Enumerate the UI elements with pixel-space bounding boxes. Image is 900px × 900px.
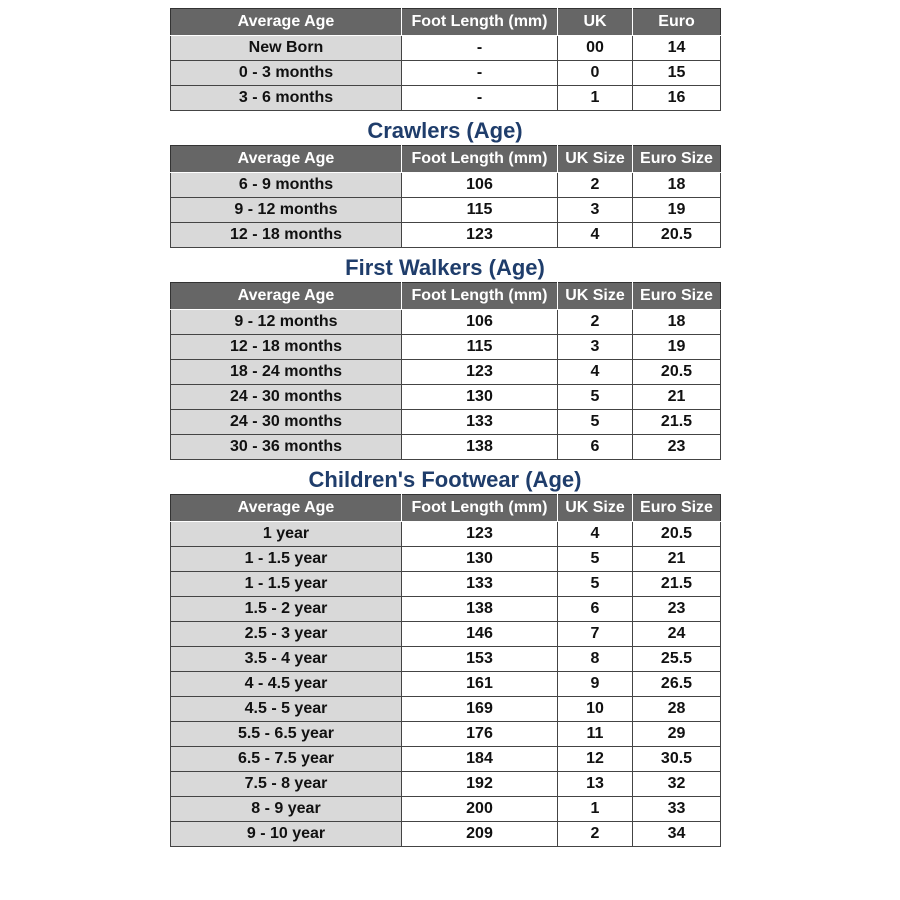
uk-size-cell: 4 <box>558 223 633 248</box>
size-table <box>170 282 721 460</box>
euro-size-cell: 21.5 <box>633 410 721 435</box>
age-cell: 1 - 1.5 year <box>171 547 402 572</box>
uk-size-cell: 6 <box>558 597 633 622</box>
section-title: First Walkers (Age) <box>345 255 545 280</box>
column-header: Euro Size <box>633 146 721 173</box>
table-row <box>171 86 721 111</box>
age-cell: 2.5 - 3 year <box>171 622 402 647</box>
foot-length-cell: 209 <box>402 822 558 847</box>
foot-length-cell: 106 <box>402 310 558 335</box>
table-row <box>171 198 721 223</box>
age-cell: 7.5 - 8 year <box>171 772 402 797</box>
size-table <box>170 494 721 847</box>
age-cell: 30 - 36 months <box>171 435 402 460</box>
foot-length-cell: 130 <box>402 547 558 572</box>
uk-size-cell: 5 <box>558 410 633 435</box>
foot-length-cell: 133 <box>402 572 558 597</box>
column-header: UK Size <box>558 283 633 310</box>
euro-size-cell: 18 <box>633 310 721 335</box>
uk-size-cell: 5 <box>558 547 633 572</box>
column-header: Foot Length (mm) <box>402 146 558 173</box>
age-cell: 4.5 - 5 year <box>171 697 402 722</box>
euro-size-cell: 21 <box>633 547 721 572</box>
table-row <box>171 310 721 335</box>
table-row <box>171 572 721 597</box>
foot-length-cell: 176 <box>402 722 558 747</box>
euro-size-cell: 19 <box>633 335 721 360</box>
header-row <box>171 9 721 36</box>
foot-length-cell: - <box>402 61 558 86</box>
age-cell: 1 year <box>171 522 402 547</box>
age-cell: 12 - 18 months <box>171 223 402 248</box>
foot-length-cell: - <box>402 86 558 111</box>
age-cell: 24 - 30 months <box>171 410 402 435</box>
foot-length-cell: 123 <box>402 522 558 547</box>
uk-size-cell: 1 <box>558 797 633 822</box>
euro-size-cell: 20.5 <box>633 223 721 248</box>
uk-size-cell: 2 <box>558 822 633 847</box>
column-header: Average Age <box>171 495 402 522</box>
table-row <box>171 597 721 622</box>
uk-size-cell: 3 <box>558 198 633 223</box>
table-row <box>171 822 721 847</box>
foot-length-cell: 130 <box>402 385 558 410</box>
euro-size-cell: 34 <box>633 822 721 847</box>
column-header: Foot Length (mm) <box>402 283 558 310</box>
euro-size-cell: 18 <box>633 173 721 198</box>
age-cell: 24 - 30 months <box>171 385 402 410</box>
uk-size-cell: 5 <box>558 385 633 410</box>
uk-size-cell: 11 <box>558 722 633 747</box>
uk-size-cell: 5 <box>558 572 633 597</box>
foot-length-cell: 138 <box>402 597 558 622</box>
foot-length-cell: 192 <box>402 772 558 797</box>
age-cell: 3 - 6 months <box>171 86 402 111</box>
column-header: Foot Length (mm) <box>402 495 558 522</box>
age-cell: New Born <box>171 36 402 61</box>
header-row <box>171 146 721 173</box>
column-header: Euro Size <box>633 495 721 522</box>
column-header: UK Size <box>558 495 633 522</box>
foot-length-cell: 123 <box>402 360 558 385</box>
euro-size-cell: 28 <box>633 697 721 722</box>
age-cell: 0 - 3 months <box>171 61 402 86</box>
column-header: Average Age <box>171 146 402 173</box>
table-row <box>171 410 721 435</box>
table-row <box>171 622 721 647</box>
foot-length-cell: 161 <box>402 672 558 697</box>
table-row <box>171 647 721 672</box>
foot-length-cell: 138 <box>402 435 558 460</box>
age-cell: 9 - 10 year <box>171 822 402 847</box>
uk-size-cell: 13 <box>558 772 633 797</box>
euro-size-cell: 32 <box>633 772 721 797</box>
uk-size-cell: 4 <box>558 360 633 385</box>
column-header: Average Age <box>171 283 402 310</box>
age-cell: 8 - 9 year <box>171 797 402 822</box>
euro-size-cell: 23 <box>633 597 721 622</box>
euro-size-cell: 19 <box>633 198 721 223</box>
table-row <box>171 522 721 547</box>
uk-size-cell: 2 <box>558 173 633 198</box>
uk-size-cell: 7 <box>558 622 633 647</box>
uk-size-cell: 9 <box>558 672 633 697</box>
table-row <box>171 385 721 410</box>
uk-size-cell: 0 <box>558 61 633 86</box>
table-row <box>171 747 721 772</box>
size-table <box>170 8 721 111</box>
euro-size-cell: 14 <box>633 36 721 61</box>
table-row <box>171 173 721 198</box>
euro-size-cell: 33 <box>633 797 721 822</box>
euro-size-cell: 30.5 <box>633 747 721 772</box>
age-cell: 12 - 18 months <box>171 335 402 360</box>
foot-length-cell: 169 <box>402 697 558 722</box>
age-cell: 3.5 - 4 year <box>171 647 402 672</box>
age-cell: 1.5 - 2 year <box>171 597 402 622</box>
foot-length-cell: 123 <box>402 223 558 248</box>
age-cell: 9 - 12 months <box>171 310 402 335</box>
euro-size-cell: 23 <box>633 435 721 460</box>
section-title: Children's Footwear (Age) <box>308 467 582 492</box>
column-header: Average Age <box>171 9 402 36</box>
table-row <box>171 360 721 385</box>
table-row <box>171 797 721 822</box>
euro-size-cell: 21 <box>633 385 721 410</box>
header-row <box>171 495 721 522</box>
table-row <box>171 223 721 248</box>
foot-length-cell: 115 <box>402 198 558 223</box>
euro-size-cell: 21.5 <box>633 572 721 597</box>
table-row <box>171 547 721 572</box>
uk-size-cell: 2 <box>558 310 633 335</box>
size-table <box>170 145 721 248</box>
table-row <box>171 672 721 697</box>
table-row <box>171 61 721 86</box>
size-chart <box>170 8 720 847</box>
table-row <box>171 772 721 797</box>
header-row <box>171 283 721 310</box>
foot-length-cell: 146 <box>402 622 558 647</box>
table-row <box>171 36 721 61</box>
foot-length-cell: - <box>402 36 558 61</box>
column-header: Euro Size <box>633 283 721 310</box>
euro-size-cell: 25.5 <box>633 647 721 672</box>
euro-size-cell: 16 <box>633 86 721 111</box>
age-cell: 6.5 - 7.5 year <box>171 747 402 772</box>
euro-size-cell: 29 <box>633 722 721 747</box>
euro-size-cell: 20.5 <box>633 360 721 385</box>
uk-size-cell: 00 <box>558 36 633 61</box>
uk-size-cell: 8 <box>558 647 633 672</box>
uk-size-cell: 1 <box>558 86 633 111</box>
foot-length-cell: 115 <box>402 335 558 360</box>
age-cell: 6 - 9 months <box>171 173 402 198</box>
foot-length-cell: 106 <box>402 173 558 198</box>
foot-length-cell: 184 <box>402 747 558 772</box>
euro-size-cell: 15 <box>633 61 721 86</box>
age-cell: 1 - 1.5 year <box>171 572 402 597</box>
table-row <box>171 697 721 722</box>
foot-length-cell: 133 <box>402 410 558 435</box>
column-header: UK Size <box>558 146 633 173</box>
age-cell: 18 - 24 months <box>171 360 402 385</box>
age-cell: 5.5 - 6.5 year <box>171 722 402 747</box>
uk-size-cell: 10 <box>558 697 633 722</box>
euro-size-cell: 20.5 <box>633 522 721 547</box>
table-row <box>171 335 721 360</box>
column-header: Euro <box>633 9 721 36</box>
section-title: Crawlers (Age) <box>367 118 523 143</box>
table-row <box>171 722 721 747</box>
euro-size-cell: 24 <box>633 622 721 647</box>
age-cell: 9 - 12 months <box>171 198 402 223</box>
uk-size-cell: 3 <box>558 335 633 360</box>
age-cell: 4 - 4.5 year <box>171 672 402 697</box>
foot-length-cell: 200 <box>402 797 558 822</box>
foot-length-cell: 153 <box>402 647 558 672</box>
column-header: UK <box>558 9 633 36</box>
euro-size-cell: 26.5 <box>633 672 721 697</box>
uk-size-cell: 6 <box>558 435 633 460</box>
table-row <box>171 435 721 460</box>
uk-size-cell: 4 <box>558 522 633 547</box>
column-header: Foot Length (mm) <box>402 9 558 36</box>
uk-size-cell: 12 <box>558 747 633 772</box>
